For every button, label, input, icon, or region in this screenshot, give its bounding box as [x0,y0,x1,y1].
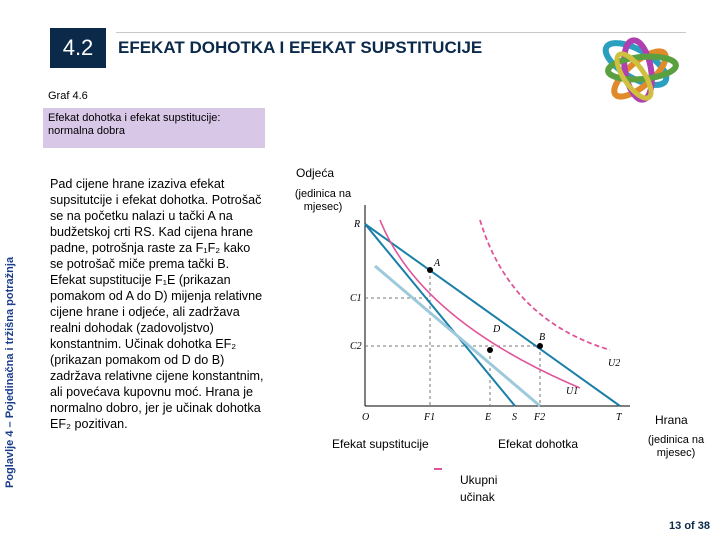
page-number: 13 of 38 [669,520,710,532]
total-effect-marker [434,468,442,470]
rings-logo [588,24,692,120]
section-number: 4.2 [62,35,94,60]
income-substitution-diagram [340,200,640,430]
label-b: B [539,332,546,343]
body-paragraph: Pad cijene hrane izaziva efekat supsitutcije i efekat dohotka. Potrošač se na početku nalazi u tački A na budžetskoj crti RS. Kad cijena hrane padne, potrošnja raste za F₁F₂ kako se potrošač miče prema tački B. Efekat supstitucije F₁E (prikazan pomakom od A do D) mijenja relativne cijene hrane i odjeće, ali zadržava realni dohodak (zadovoljstvo) konstantnim. Učinak dohotka EF₂ (prikazan pomakom od D do B) zadržava relativne cijene konstantnim, ali povećava kupovnu moć. Hrana je normalno dobro, jer je učinak dohotka EF₂ pozitivan. [50,177,264,431]
chapter-side-label: Poglavlje 4 – Pojedinačna i tržišna potražnja [4,256,16,488]
label-u2: U2 [608,358,621,369]
tick-f1: F1 [424,412,436,423]
tick-s: S [512,412,517,423]
compensated-budget-line [375,266,540,406]
y-axis-unit: (jedinica na mjesec) [294,188,352,213]
figure-caption: Efekat dohotka i efekat supstitucije: normalna dobra [43,108,265,148]
label-d: D [493,324,501,335]
total-effect-label: Ukupni učinak [460,473,498,504]
tick-c1: C1 [350,293,362,304]
figure-label: Graf 4.6 [48,90,88,102]
tick-r: R [354,219,361,230]
tick-t: T [616,412,622,423]
tick-c2: C2 [350,341,362,352]
label-a: A [434,258,441,269]
income-effect-label: Efekat dohotka [498,437,579,451]
point-b [537,343,543,349]
point-a [427,267,433,273]
tick-f2: F2 [534,412,546,423]
point-d [487,347,493,353]
substitution-effect-label: Efekat supstitucije [332,437,429,451]
page-title: EFEKAT DOHOTKA I EFEKAT SUPSTITUCIJE [118,38,483,57]
section-number-box [50,28,106,68]
x-axis-title: Hrana [655,413,688,427]
y-axis-title: Odjeća [296,166,335,180]
tick-e: E [485,412,492,423]
tick-o: O [362,412,370,423]
x-axis-unit: (jedinica na mjesec) [647,434,705,459]
label-u1: U1 [566,386,579,397]
